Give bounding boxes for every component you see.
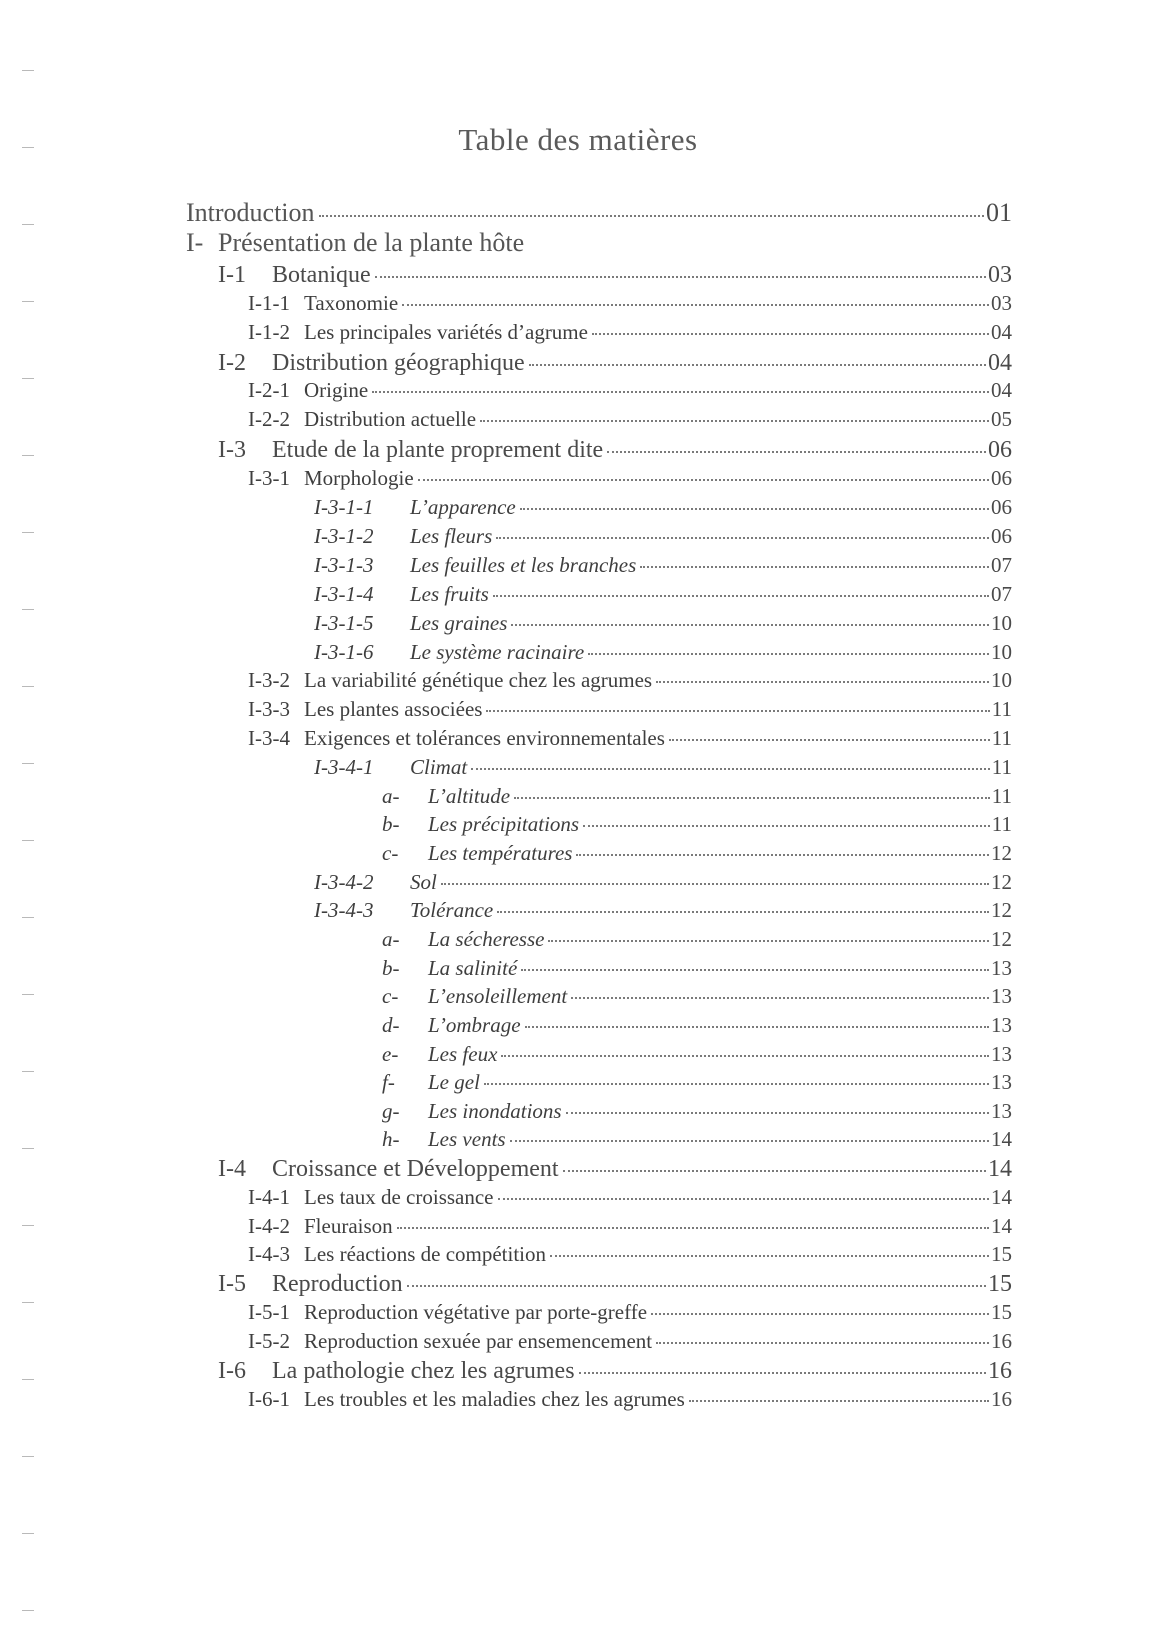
- leader-dots: [566, 1112, 989, 1114]
- margin-tick: [22, 1302, 34, 1303]
- toc-entry-number: I-: [186, 228, 204, 257]
- toc-entry: [248, 1242, 1012, 1267]
- toc-entry-page: 01: [986, 198, 1012, 227]
- toc-entry: [382, 1127, 1012, 1152]
- toc-entry-page: 16: [991, 1387, 1012, 1411]
- toc-entry: [382, 1099, 1012, 1124]
- toc-entry: [248, 1329, 1012, 1354]
- margin-tick: [22, 763, 34, 764]
- leader-dots: [319, 215, 984, 217]
- leader-dots: [548, 940, 989, 942]
- toc-entry-number: I-3-1-5: [314, 611, 374, 635]
- toc-entry-page: 07: [991, 582, 1012, 606]
- toc-entry-page: 14: [988, 1156, 1012, 1182]
- leader-dots: [441, 883, 989, 885]
- toc-entry: [314, 524, 1012, 549]
- toc-entry: [382, 956, 1012, 981]
- leader-dots: [372, 391, 989, 393]
- toc-entry-page: 12: [991, 927, 1012, 951]
- leader-dots: [501, 1055, 989, 1057]
- margin-tick: [22, 840, 34, 841]
- toc-entry-label: Les inondations: [428, 1099, 562, 1123]
- toc-entry-page: 04: [991, 378, 1012, 402]
- toc-entry-page: 14: [991, 1214, 1012, 1238]
- toc-entry-label: Botanique: [272, 262, 371, 288]
- toc-entry-page: 03: [988, 262, 1012, 288]
- toc-entry-page: 15: [991, 1242, 1012, 1266]
- leader-dots: [520, 508, 989, 510]
- leader-dots: [484, 1083, 989, 1085]
- toc-entry-label: Climat: [410, 755, 468, 779]
- toc-entry-number: I-4-3: [248, 1242, 290, 1266]
- margin-tick: [22, 70, 34, 71]
- toc-entry: [314, 870, 1012, 895]
- toc-entry-page: 16: [988, 1358, 1012, 1384]
- toc-entry-page: 12: [991, 870, 1012, 894]
- leader-dots: [498, 1198, 989, 1200]
- leader-dots: [689, 1400, 989, 1402]
- toc-entry-number: I-5: [218, 1271, 246, 1297]
- toc-entry-number: I-1-2: [248, 320, 290, 344]
- toc-entry-label: Origine: [304, 378, 369, 402]
- toc-entry-number: I-3: [218, 437, 246, 463]
- toc-entry: [218, 437, 1012, 464]
- toc-entry-label: Le gel: [428, 1070, 480, 1094]
- leader-dots: [529, 364, 986, 366]
- toc-entry-label: Les troubles et les maladies chez les agrumes: [304, 1387, 685, 1411]
- toc-entry: [218, 1271, 1012, 1298]
- toc-entry: [382, 841, 1012, 866]
- toc-entry-number: f-: [382, 1070, 395, 1094]
- toc-entry: [218, 1358, 1012, 1385]
- toc-entry-number: I-3-2: [248, 668, 290, 692]
- toc-entry-page: 10: [991, 640, 1012, 664]
- toc-entry-page: 06: [991, 524, 1012, 548]
- toc-entry-label: Les vents: [428, 1127, 506, 1151]
- toc-entry-page: 12: [991, 841, 1012, 865]
- leader-dots: [407, 1285, 986, 1287]
- toc-entry-label: L’ombrage: [428, 1013, 521, 1037]
- toc-entry: [248, 726, 1012, 751]
- toc-entry: [314, 611, 1012, 636]
- toc-entry-number: b-: [382, 812, 400, 836]
- toc-entry-number: I-2: [218, 350, 246, 376]
- toc-entry-label: Présentation de la plante hôte: [218, 228, 525, 257]
- toc-entry-page: 11: [991, 755, 1012, 779]
- toc-entry-page: 11: [991, 812, 1012, 836]
- toc-entry-label: Reproduction sexuée par ensemencement: [304, 1329, 653, 1353]
- toc-title: Table des matières: [458, 122, 698, 157]
- toc-entry: [248, 291, 1012, 316]
- toc-entry: [314, 755, 1012, 780]
- margin-tick: [22, 1456, 34, 1457]
- toc-entry: [314, 582, 1012, 607]
- toc-entry-label: Introduction: [186, 198, 315, 227]
- leader-dots: [656, 1342, 989, 1344]
- toc-entry-number: c-: [382, 984, 399, 1008]
- toc-entry-number: I-3-4-2: [314, 870, 374, 894]
- toc-entry: [314, 495, 1012, 520]
- leader-dots: [521, 969, 989, 971]
- toc-entry-number: a-: [382, 927, 400, 951]
- margin-tick: [22, 917, 34, 918]
- toc-entry: [248, 466, 1012, 491]
- leader-dots: [550, 1255, 989, 1257]
- toc-entry-label: Les réactions de compétition: [304, 1242, 547, 1266]
- toc-entry-number: I-3-4-3: [314, 898, 374, 922]
- toc-entry-label: Le système racinaire: [410, 640, 585, 664]
- toc-entry: [248, 668, 1012, 693]
- toc-entry-page: 04: [988, 350, 1012, 376]
- toc-entry-number: I-4-2: [248, 1214, 290, 1238]
- toc-entry-number: g-: [382, 1099, 400, 1123]
- margin-tick: [22, 1071, 34, 1072]
- toc-entry-page: 15: [991, 1300, 1012, 1324]
- toc-entry-label: Taxonomie: [304, 291, 399, 315]
- toc-entry-label: Les plantes associées: [304, 697, 483, 721]
- leader-dots: [511, 624, 989, 626]
- toc-entry-label: Les feuilles et les branches: [410, 553, 637, 577]
- toc-entry-label: Distribution géographique: [272, 350, 525, 376]
- leader-dots: [640, 566, 989, 568]
- toc-entry-page: 13: [991, 1070, 1012, 1094]
- toc-entry-page: 16: [991, 1329, 1012, 1353]
- toc-entry-label: Les taux de croissance: [304, 1185, 494, 1209]
- toc-entry-label: Les fleurs: [410, 524, 493, 548]
- toc-entry-label: Reproduction végétative par porte-greffe: [304, 1300, 648, 1324]
- toc-entry-number: I-1: [218, 262, 246, 288]
- toc-entry: [314, 898, 1012, 923]
- toc-entry-page: 12: [991, 898, 1012, 922]
- toc-entry-page: 10: [991, 611, 1012, 635]
- toc-entry: [248, 1300, 1012, 1325]
- toc-entry-number: I-3-1-4: [314, 582, 374, 606]
- toc-entry-number: I-3-1-3: [314, 553, 374, 577]
- toc-entry: [218, 1156, 1012, 1183]
- leader-dots: [656, 681, 989, 683]
- toc-entry-number: I-3-1-1: [314, 495, 374, 519]
- leader-dots: [418, 479, 989, 481]
- toc-entry: [382, 1042, 1012, 1067]
- toc-entry: [314, 640, 1012, 665]
- leader-dots: [402, 304, 989, 306]
- toc-entry-number: I-4-1: [248, 1185, 290, 1209]
- toc-entry-page: 06: [991, 466, 1012, 490]
- margin-tick: [22, 301, 34, 302]
- leader-dots: [397, 1227, 989, 1229]
- leader-dots: [579, 1372, 986, 1374]
- toc-entry-page: 06: [991, 495, 1012, 519]
- toc-entry-number: I-1-1: [248, 291, 290, 315]
- toc-entry: [248, 407, 1012, 432]
- toc-entry-page: 10: [991, 668, 1012, 692]
- toc-entry-page: 06: [988, 437, 1012, 463]
- leader-dots: [583, 825, 990, 827]
- toc-entry: [314, 553, 1012, 578]
- toc-entry: [248, 1185, 1012, 1210]
- toc-entry-number: e-: [382, 1042, 399, 1066]
- margin-tick: [22, 1379, 34, 1380]
- toc-entry-page: 04: [991, 320, 1012, 344]
- toc-entry-label: La variabilité génétique chez les agrumes: [304, 668, 653, 692]
- toc-entry-label: Tolérance: [410, 898, 494, 922]
- toc-entry: [248, 1387, 1012, 1412]
- toc-entry-number: a-: [382, 784, 400, 808]
- leader-dots: [607, 451, 986, 453]
- toc-entry-label: La pathologie chez les agrumes: [272, 1358, 575, 1384]
- margin-tick: [22, 455, 34, 456]
- toc-entry-number: I-3-3: [248, 697, 290, 721]
- leader-dots: [576, 854, 989, 856]
- margin-tick: [22, 1610, 34, 1611]
- toc-entry-label: Distribution actuelle: [304, 407, 477, 431]
- toc-entry: [382, 784, 1012, 809]
- toc-entry-page: 13: [991, 1099, 1012, 1123]
- toc-entry-label: L’apparence: [410, 495, 516, 519]
- binder-margin-marks: [22, 0, 36, 1648]
- toc-entry-label: Les feux: [428, 1042, 498, 1066]
- toc-entry-number: I-3-1: [248, 466, 290, 490]
- toc-entry-number: I-3-1-6: [314, 640, 374, 664]
- toc-entry-label: L’ensoleillement: [428, 984, 568, 1008]
- leader-dots: [493, 595, 989, 597]
- leader-dots: [471, 768, 990, 770]
- margin-tick: [22, 609, 34, 610]
- toc-entry: [382, 927, 1012, 952]
- toc-entry-label: Sol: [410, 870, 437, 894]
- toc-entry-label: Les fruits: [410, 582, 489, 606]
- toc-entry-page: 11: [991, 726, 1012, 750]
- toc-entry: [218, 350, 1012, 377]
- toc-entry-page: 03: [991, 291, 1012, 315]
- toc-entry-number: I-5-2: [248, 1329, 290, 1353]
- toc-entry-number: I-3-4: [248, 726, 290, 750]
- toc-entry-number: I-4: [218, 1156, 246, 1182]
- leader-dots: [510, 1140, 989, 1142]
- toc-entry: [382, 1013, 1012, 1038]
- toc-entry-label: Les températures: [428, 841, 573, 865]
- toc-entry: [382, 984, 1012, 1009]
- toc-entry-label: Croissance et Développement: [272, 1156, 559, 1182]
- margin-tick: [22, 532, 34, 533]
- leader-dots: [571, 997, 989, 999]
- toc-entry-page: 13: [991, 956, 1012, 980]
- toc-entry-page: 11: [991, 784, 1012, 808]
- toc-entry-page: 11: [991, 697, 1012, 721]
- toc-entry-page: 14: [991, 1185, 1012, 1209]
- toc-entry-number: I-6: [218, 1358, 246, 1384]
- leader-dots: [496, 537, 989, 539]
- toc-entry-label: L’altitude: [428, 784, 511, 808]
- toc-entry-page: 13: [991, 1013, 1012, 1037]
- toc-entry: [186, 198, 1012, 228]
- toc-entry: [248, 378, 1012, 403]
- toc-entry-number: b-: [382, 956, 400, 980]
- toc-entry: [248, 697, 1012, 722]
- margin-tick: [22, 1148, 34, 1149]
- toc-entry: [248, 1214, 1012, 1239]
- leader-dots: [525, 1026, 989, 1028]
- leader-dots: [514, 797, 990, 799]
- leader-dots: [669, 739, 990, 741]
- toc-entry-number: I-6-1: [248, 1387, 290, 1411]
- margin-tick: [22, 224, 34, 225]
- leader-dots: [497, 911, 989, 913]
- leader-dots: [375, 276, 986, 278]
- toc-entry-page: 07: [991, 553, 1012, 577]
- toc-entry-page: 13: [991, 1042, 1012, 1066]
- toc-entry-label: Exigences et tolérances environnementales: [304, 726, 665, 750]
- toc-entry: [218, 262, 1012, 289]
- toc-entry-label: Morphologie: [304, 466, 414, 490]
- toc-entry-number: I-2-2: [248, 407, 290, 431]
- toc-entry: [382, 1070, 1012, 1095]
- toc-entry-label: Fleuraison: [304, 1214, 393, 1238]
- toc-entry-page: 14: [991, 1127, 1012, 1151]
- toc-entry: [186, 228, 1012, 258]
- toc-entry-number: I-5-1: [248, 1300, 290, 1324]
- toc-entry-number: I-2-1: [248, 378, 290, 402]
- leader-dots: [592, 333, 989, 335]
- toc-entry-label: Les graines: [410, 611, 508, 635]
- toc-entry-number: h-: [382, 1127, 400, 1151]
- toc-entry-label: Reproduction: [272, 1271, 403, 1297]
- leader-dots: [651, 1313, 989, 1315]
- toc-entry-number: c-: [382, 841, 399, 865]
- toc-entry-label: La salinité: [428, 956, 518, 980]
- toc-entry-number: d-: [382, 1013, 400, 1037]
- margin-tick: [22, 1225, 34, 1226]
- toc-entry-page: 15: [988, 1271, 1012, 1297]
- toc-entry-label: La sécheresse: [428, 927, 545, 951]
- toc-entry-page: 13: [991, 984, 1012, 1008]
- margin-tick: [22, 994, 34, 995]
- toc-entry-label: Les précipitations: [428, 812, 580, 836]
- toc-entry-number: I-3-4-1: [314, 755, 374, 779]
- toc-entry-number: I-3-1-2: [314, 524, 374, 548]
- margin-tick: [22, 378, 34, 379]
- toc-entry-label: Les principales variétés d’agrume: [304, 320, 588, 344]
- toc-entry-label: Etude de la plante proprement dite: [272, 437, 604, 463]
- leader-dots: [480, 420, 989, 422]
- margin-tick: [22, 1533, 34, 1534]
- leader-dots: [563, 1170, 986, 1172]
- margin-tick: [22, 686, 34, 687]
- toc-entry: [248, 320, 1012, 345]
- toc-entry: [382, 812, 1012, 837]
- leader-dots: [588, 653, 989, 655]
- toc-entry-page: 05: [991, 407, 1012, 431]
- leader-dots: [486, 710, 989, 712]
